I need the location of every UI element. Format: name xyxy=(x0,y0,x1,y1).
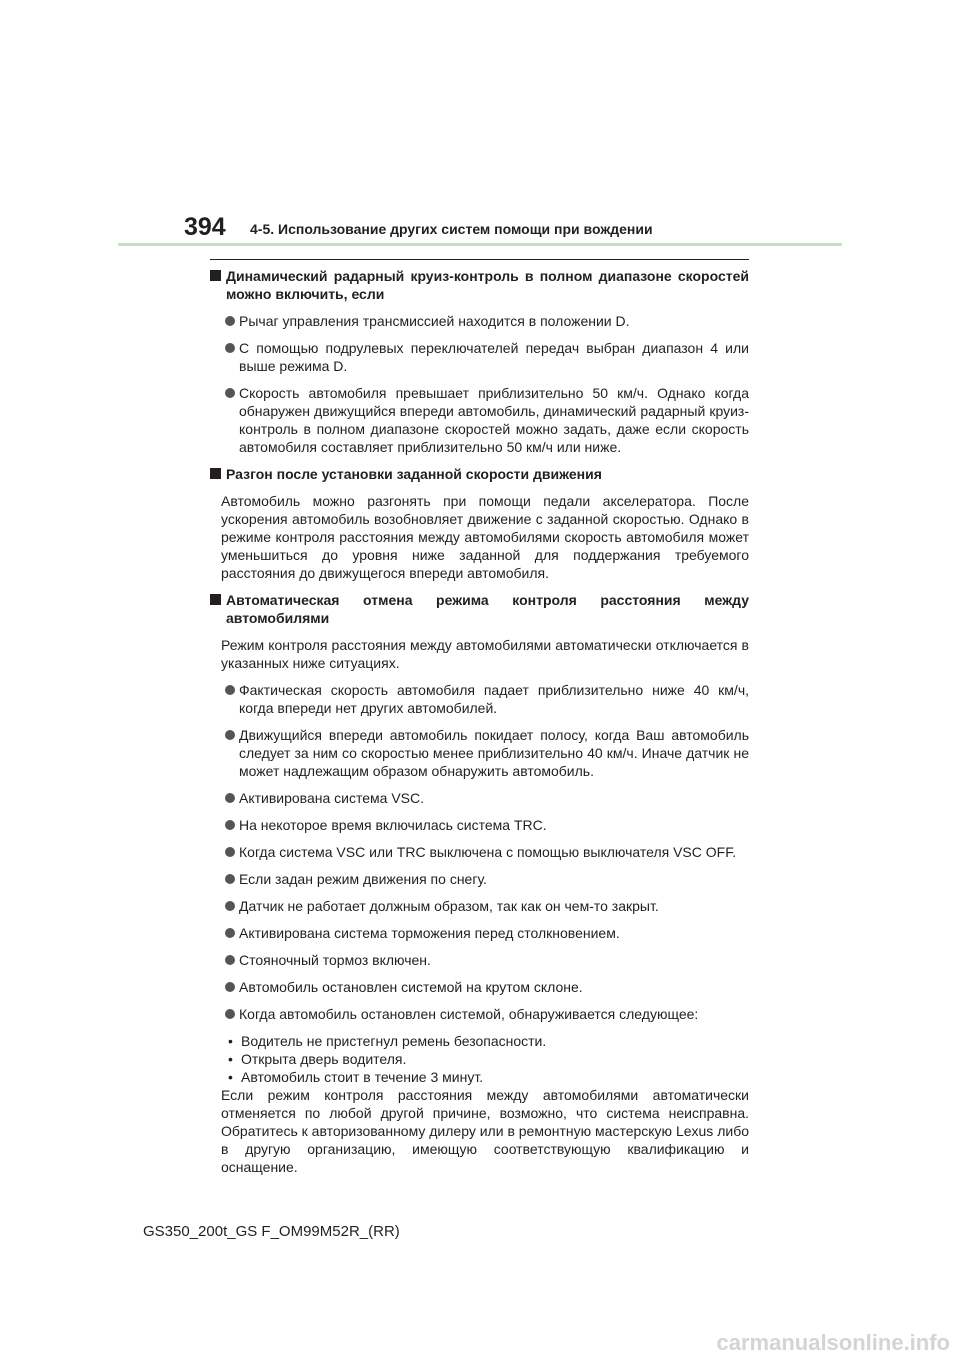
list-item-text: Активирована система VSC. xyxy=(239,790,424,806)
list-item-text: Стояночный тормоз включен. xyxy=(239,952,431,968)
section-heading xyxy=(209,591,749,627)
list-item-text: Если задан режим движения по снегу. xyxy=(239,871,487,887)
list-item-text: Фактическая скорость автомобиля падает приблизительно ниже 40 км/ч, когда впереди нет других автомобилей. xyxy=(239,682,749,716)
section-heading xyxy=(209,267,749,303)
list-item-text: На некоторое время включилась система TRC. xyxy=(239,817,547,833)
list-item-text: Скорость автомобиля превышает приблизительно 50 км/ч. Однако когда обнаружен движущийся впереди автомобиль, динамический радарный круиз-контроль в полном диапазоне скоростей можно задать, даже если скорость автомобиля составляет приблизительно 50 км/ч или ниже. xyxy=(239,385,749,455)
circle-bullet-icon xyxy=(225,901,235,911)
square-bullet-icon xyxy=(210,594,221,605)
list-item-text: Рычаг управления трансмиссией находится в положении D. xyxy=(239,313,630,329)
list-item xyxy=(212,978,749,996)
sub-list-item xyxy=(228,1050,749,1068)
page-body xyxy=(209,267,749,1176)
closing-paragraph: Если режим контроля расстояния между автомобилями автоматически отменяется по любой другой причине, возможно, что система неисправна. Обратитесь к авторизованному дилеру или в ремонтную мастерскую Lexus либо в другую организацию, имеющую соответствующую квалификацию и оснащение. xyxy=(221,1087,749,1175)
sub-list-item xyxy=(228,1068,749,1086)
document-code: GS350_200t_GS F_OM99M52R_(RR) xyxy=(143,1223,400,1240)
circle-bullet-icon xyxy=(225,820,235,830)
circle-bullet-icon xyxy=(225,874,235,884)
circle-bullet-icon xyxy=(225,388,235,398)
section-full-speed-conditions xyxy=(209,267,749,456)
section-divider xyxy=(210,259,749,260)
list-item xyxy=(212,816,749,834)
circle-bullet-icon xyxy=(225,928,235,938)
list-item xyxy=(212,1005,749,1023)
list-item xyxy=(212,384,749,456)
list-item xyxy=(212,339,749,375)
svg-text:carmanualsonline.info: carmanualsonline.info xyxy=(716,1330,950,1355)
circle-bullet-icon xyxy=(225,1009,235,1019)
square-bullet-icon xyxy=(210,468,221,479)
header-divider xyxy=(118,243,842,246)
page-number: 394 xyxy=(184,213,226,241)
sub-list xyxy=(228,1032,749,1086)
square-bullet-icon xyxy=(210,270,221,281)
sub-list-marker: • xyxy=(228,1069,233,1085)
list-item-text: Когда автомобиль остановлен системой, обнаруживается следующее: xyxy=(239,1006,699,1022)
list-item xyxy=(212,924,749,942)
list-item xyxy=(212,681,749,717)
section-heading-text: Динамический радарный круиз-контроль в полном диапазоне скоростей можно включить, если xyxy=(226,268,749,302)
list-item-text: Активирована система торможения перед столкновением. xyxy=(239,925,620,941)
section-acceleration xyxy=(209,465,749,582)
paragraph: Автомобиль можно разгонять при помощи педали акселератора. После ускорения автомобиль возобновляет движение с заданной скоростью. Однако в режиме контроля расстояния между автомобилями скорость автомобиля может уменьшиться до уровня ниже заданной для поддержания требуемого расстояния до движущегося впереди автомобиля. xyxy=(221,493,749,581)
sub-list-item-text: Автомобиль стоит в течение 3 минут. xyxy=(241,1069,484,1085)
list-item xyxy=(212,726,749,780)
circle-bullet-icon xyxy=(225,955,235,965)
circle-bullet-icon xyxy=(225,343,235,353)
circle-bullet-icon xyxy=(225,730,235,740)
list-item xyxy=(212,870,749,888)
circle-bullet-icon xyxy=(225,982,235,992)
watermark-logo xyxy=(640,1328,960,1358)
sub-list-marker: • xyxy=(228,1051,233,1067)
circle-bullet-icon xyxy=(225,847,235,857)
sub-list-item xyxy=(228,1032,749,1050)
sub-list-item-text: Открыта дверь водителя. xyxy=(241,1051,407,1067)
paragraph: Режим контроля расстояния между автомобилями автоматически отключается в указанных ниже ситуациях. xyxy=(221,637,749,671)
section-heading-text: Автоматическая отмена режима контроля расстояния между автомобилями xyxy=(226,592,749,626)
list-item-text: Когда система VSC или TRC выключена с помощью выключателя VSC OFF. xyxy=(239,844,737,860)
list-item-text: С помощью подрулевых переключателей передач выбран диапазон 4 или выше режима D. xyxy=(239,340,749,374)
circle-bullet-icon xyxy=(225,316,235,326)
list-item-text: Автомобиль остановлен системой на крутом склоне. xyxy=(239,979,583,995)
list-item xyxy=(212,843,749,861)
list-item-text: Движущийся впереди автомобиль покидает полосу, когда Ваш автомобиль следует за ним со скоростью менее приблизительно 40 км/ч. Иначе датчик не может надлежащим образом обнаружить автомобиль. xyxy=(239,727,749,779)
list-item xyxy=(212,897,749,915)
list-item xyxy=(212,789,749,807)
sub-list-item-text: Водитель не пристегнул ремень безопасности. xyxy=(241,1033,547,1049)
chapter-title: 4-5. Использование других систем помощи при вождении xyxy=(250,221,653,237)
list-item xyxy=(212,951,749,969)
circle-bullet-icon xyxy=(225,793,235,803)
section-auto-cancel xyxy=(209,591,749,1176)
section-heading xyxy=(209,465,749,483)
sub-list-marker: • xyxy=(228,1033,233,1049)
circle-bullet-icon xyxy=(225,685,235,695)
list-item-text: Датчик не работает должным образом, так как он чем-то закрыт. xyxy=(239,898,659,914)
section-heading-text: Разгон после установки заданной скорости движения xyxy=(226,466,602,482)
list-item xyxy=(212,312,749,330)
